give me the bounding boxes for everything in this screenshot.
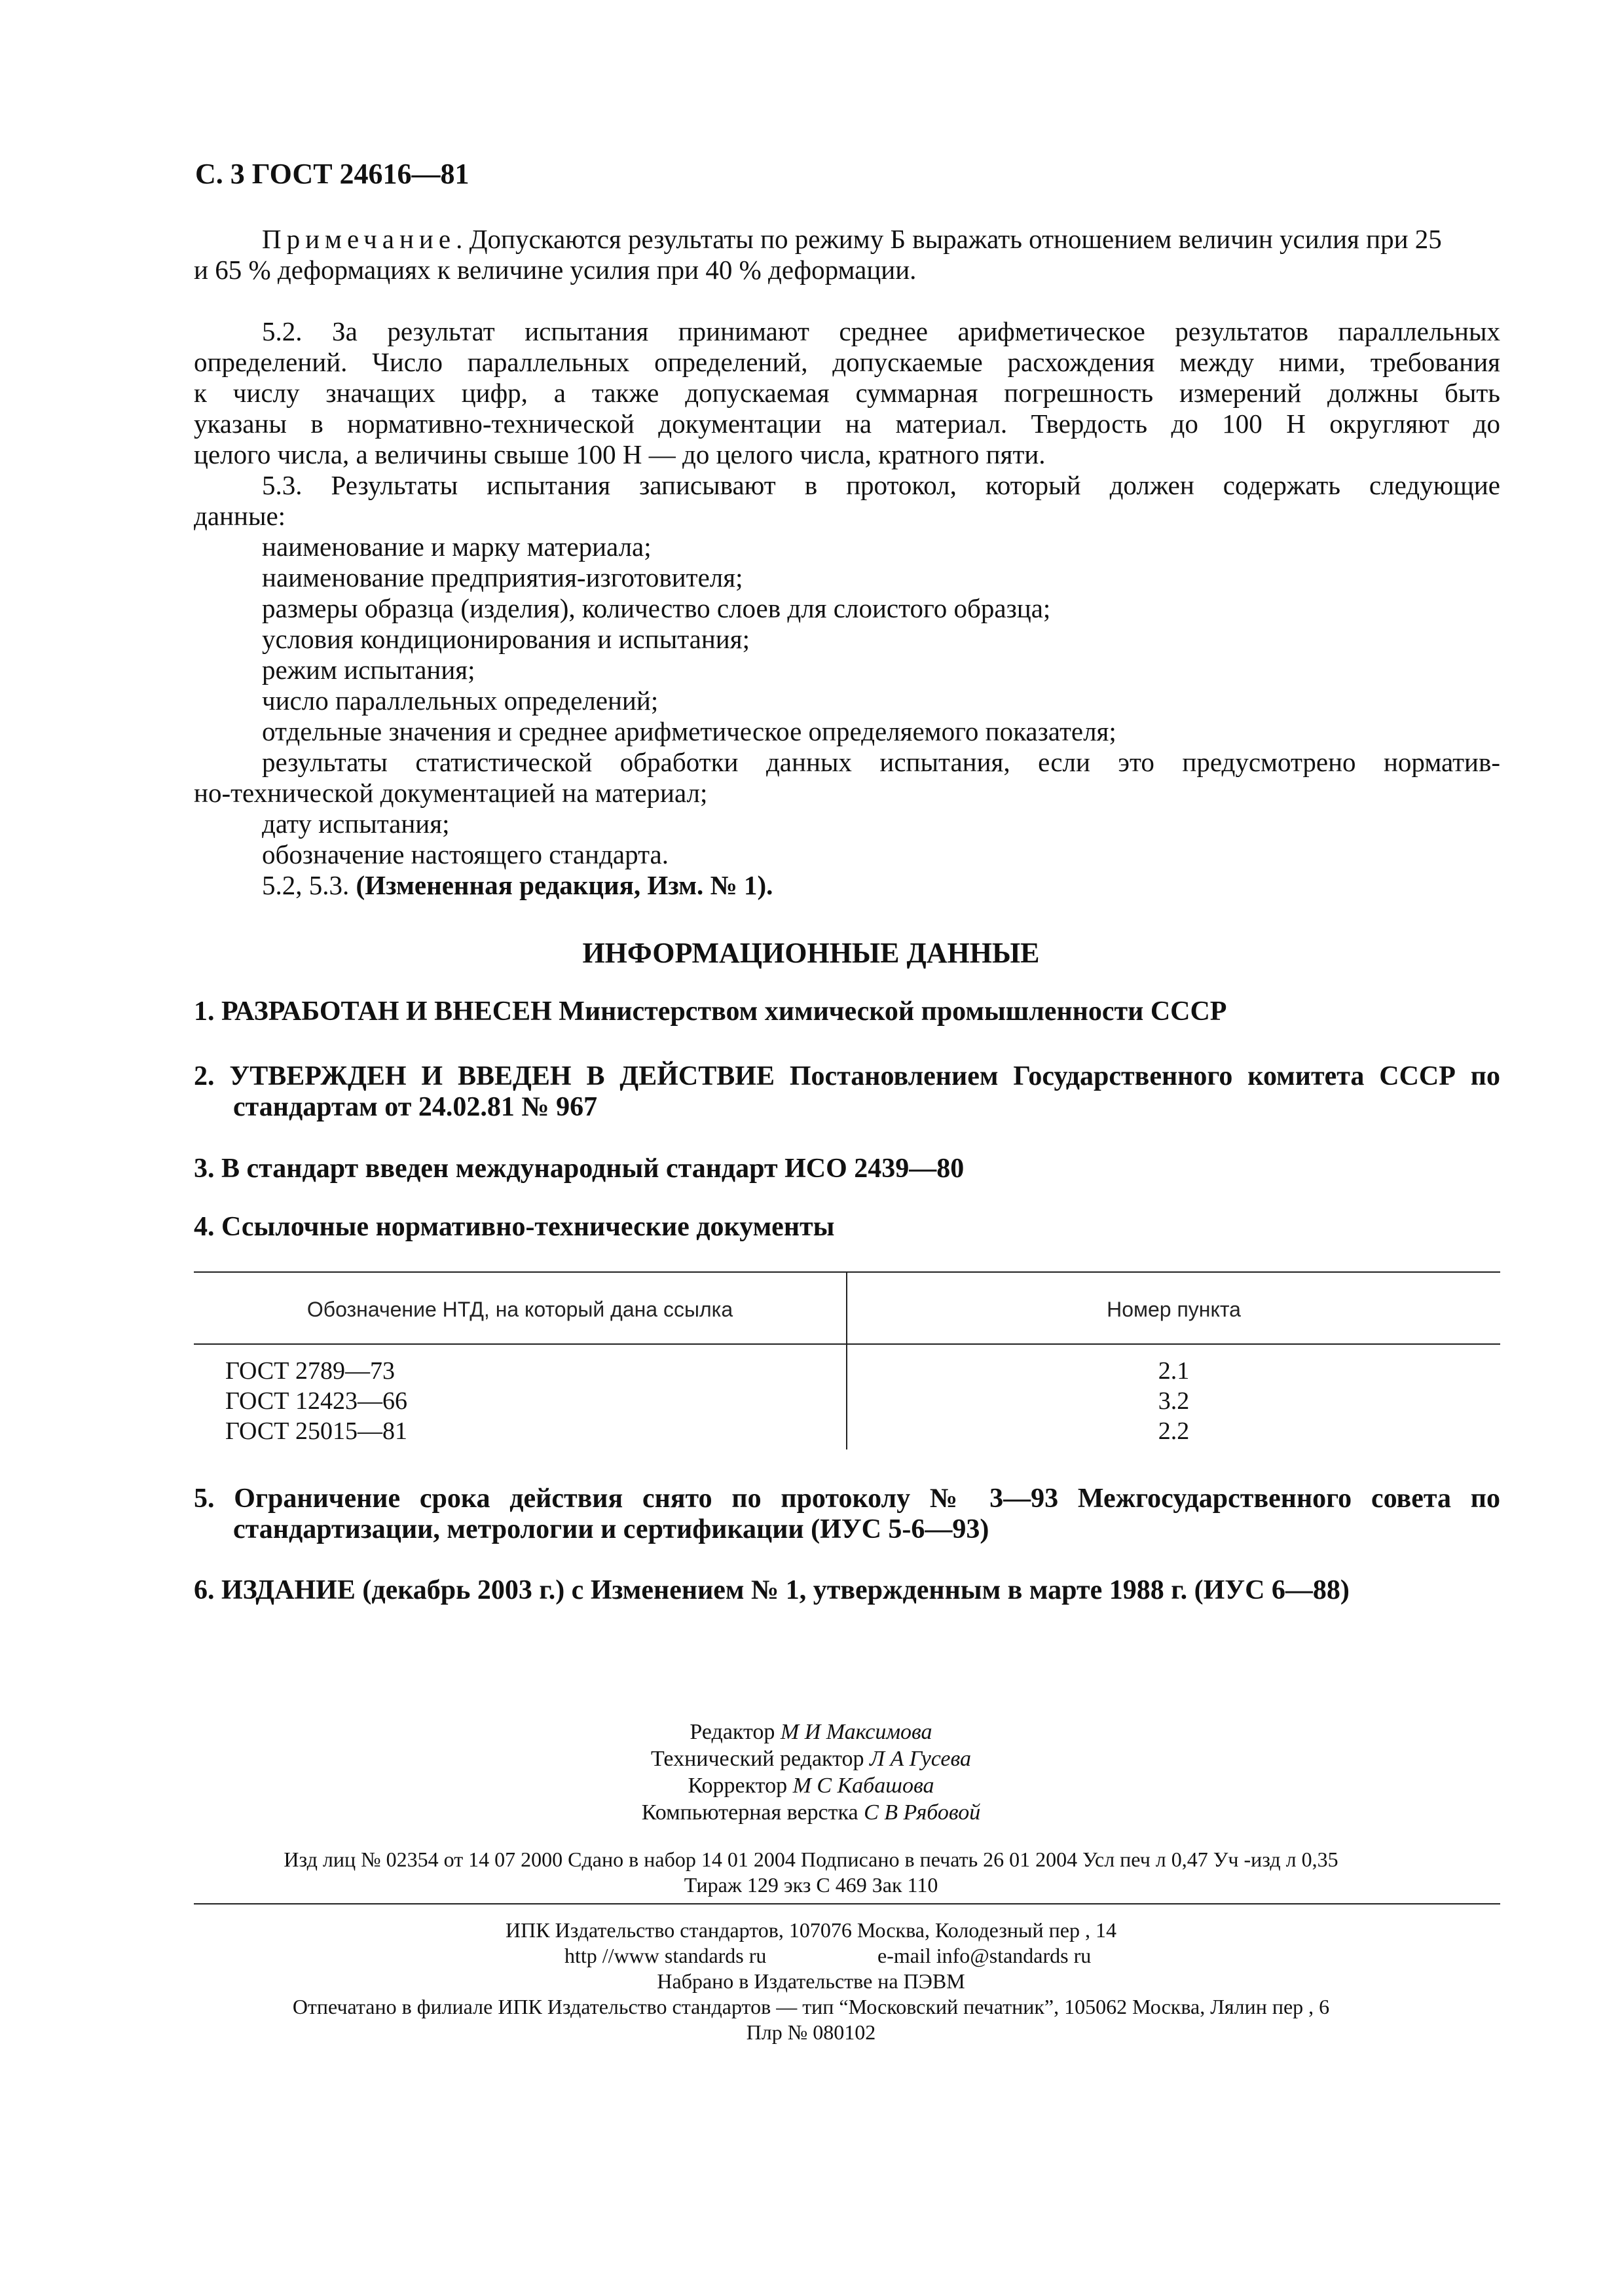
note-line-2: и 65 % деформациях к величине усилия при 40 % деформации.	[194, 255, 917, 285]
publisher-address: ИПК Издательство стандартов, 107076 Москва, Колодезный пер , 14	[506, 1918, 1116, 1942]
p53-line-1: 5.3. Результаты испытания записывают в протокол, который должен содержать следующие	[262, 470, 1500, 500]
info-item-1: 1. РАЗРАБОТАН И ВНЕСЕН Министерством химической промышленности СССР	[194, 996, 1227, 1027]
info-item-3: 3. В стандарт введен международный стандарт ИСО 2439—80	[194, 1154, 965, 1184]
amendment-note	[262, 870, 773, 901]
list-item-continuation: но-технической документацией на материал;	[194, 778, 708, 808]
note-label: Примечание	[262, 224, 456, 254]
table-cell-clause: 2.1	[1158, 1357, 1190, 1385]
list-item: отдельные значения и среднее арифметическое определяемого показателя;	[262, 716, 1116, 746]
printed-note: Отпечатано в филиале ИПК Издательство стандартов — тип “Московский печатник”, 105062 Москва, Лялин пер , 6	[292, 1995, 1330, 2018]
info-item-4: 4. Ссылочные нормативно-технические документы	[194, 1212, 835, 1242]
info-item-2-line-2: стандартам от 24.02.81 № 967	[233, 1092, 598, 1122]
amendment-bold: (Измененная редакция, Изм. № 1).	[356, 870, 773, 900]
credit-layout: Компьютерная верстка С В Рябовой	[641, 1800, 981, 1825]
p52-line-3: к числу значащих цифр, а также допускаемая суммарная погрешность измерений должны быть	[194, 378, 1500, 408]
info-item-5-line-1: 5. Ограничение срока действия снято по протоколу № 3—93 Межгосударственного совета по	[194, 1484, 1500, 1514]
info-item-2-line-1: 2. УТВЕРЖДЕН И ВВЕДЕН В ДЕЙСТВИЕ Постановлением Государственного комитета СССР по	[194, 1061, 1500, 1091]
p52-line-1: 5.2. За результат испытания принимают среднее арифметическое результатов параллельных	[262, 316, 1500, 346]
note-line-1	[262, 224, 1442, 255]
p52-line-4: указаны в нормативно-технической документации на материал. Твердость до 100 Н округляют до	[194, 409, 1500, 439]
publisher-website: http //www standards ru	[564, 1944, 767, 1967]
table-header-rule	[194, 1343, 1500, 1345]
list-item: условия кондиционирования и испытания;	[262, 624, 750, 654]
imprint-rule	[194, 1903, 1500, 1904]
p52-line-2: определений. Число параллельных определений, допускаемые расхождения между ними, требования	[194, 347, 1500, 377]
list-item: режим испытания;	[262, 655, 475, 685]
table-cell-clause: 3.2	[1158, 1387, 1190, 1415]
table-cell-designation: ГОСТ 25015—81	[225, 1417, 407, 1445]
info-item-5-line-2: стандартизации, метрологии и сертификации (ИУС 5-6—93)	[233, 1514, 989, 1544]
page-header: С. 3 ГОСТ 24616—81	[195, 158, 470, 190]
table-header-designation: Обозначение НТД, на который дана ссылка	[306, 1298, 733, 1321]
list-item: размеры образца (изделия), количество слоев для слоистого образца;	[262, 593, 1051, 623]
p52-line-5: целого числа, а величины свыше 100 Н — до целого числа, кратного пяти.	[194, 439, 1046, 469]
info-section-title: ИНФОРМАЦИОННЫЕ ДАННЫЕ	[582, 937, 1040, 969]
list-item: наименование предприятия-изготовителя;	[262, 562, 743, 592]
table-header-clause: Номер пункта	[1107, 1298, 1241, 1321]
imprint-line-2: Тираж 129 экз С 469 Зак 110	[684, 1873, 938, 1897]
list-item: число параллельных определений;	[262, 685, 659, 716]
table-cell-clause: 2.2	[1158, 1417, 1190, 1445]
typeset-note: Набрано в Издательстве на ПЭВМ	[657, 1969, 965, 1993]
info-item-6: 6. ИЗДАНИЕ (декабрь 2003 г.) с Изменением № 1, утвержденным в марте 1988 г. (ИУС 6—88)	[194, 1575, 1350, 1605]
amendment-prefix: 5.2, 5.3.	[262, 870, 356, 900]
list-item: дату испытания;	[262, 809, 450, 839]
list-item: обозначение настоящего стандарта.	[262, 839, 669, 869]
credit-corrector: Корректор М С Кабашова	[688, 1774, 934, 1798]
table-cell-designation: ГОСТ 2789—73	[225, 1357, 395, 1385]
credit-tech-editor: Технический редактор Л А Гусева	[650, 1747, 972, 1771]
imprint-line-1: Изд лиц № 02354 от 14 07 2000 Сдано в набор 14 01 2004 Подписано в печать 26 01 2004 Усл печ л 0,47 Уч -изд л 0,35	[284, 1848, 1338, 1871]
plr-number: Плр № 080102	[746, 2020, 876, 2044]
credit-editor: Редактор М И Максимова	[690, 1720, 932, 1744]
list-item: наименование и марку материала;	[262, 532, 652, 562]
table-cell-designation: ГОСТ 12423—66	[225, 1387, 407, 1415]
p53-line-2: данные:	[194, 501, 286, 531]
note-text: . Допускаются результаты по режиму Б выражать отношением величин усилия при 25	[456, 224, 1442, 254]
publisher-email: e-mail info@standards ru	[877, 1944, 1092, 1967]
list-item: результаты статистической обработки данных испытания, если это предусмотрено норматив-	[262, 747, 1500, 777]
